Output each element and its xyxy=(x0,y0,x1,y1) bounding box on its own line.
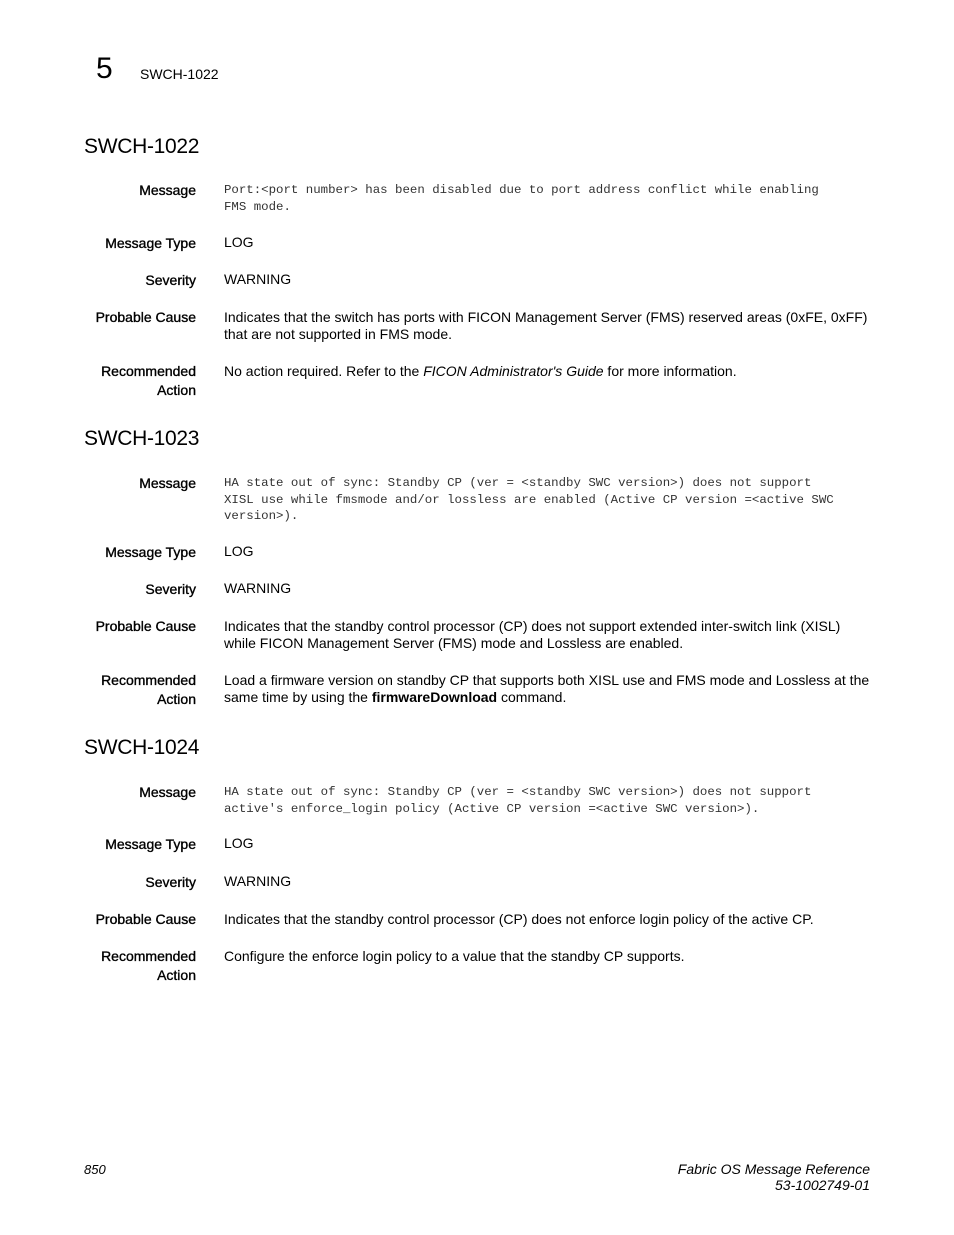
document-info xyxy=(678,1161,870,1193)
recommended-label-line2: Action xyxy=(157,691,196,707)
message-type-value: LOG xyxy=(224,835,254,851)
page-number: 850 xyxy=(84,1162,106,1177)
recommended-action-label xyxy=(40,362,196,400)
action-text: No action required. Refer to the xyxy=(224,363,424,379)
recommended-label-line1: Recommended xyxy=(101,672,196,688)
severity-value: WARNING xyxy=(224,271,292,287)
severity-label: Severity xyxy=(145,874,196,890)
message-type-value: LOG xyxy=(224,543,254,559)
action-text: for more information. xyxy=(603,363,737,379)
recommended-action-label xyxy=(40,947,196,985)
recommended-action-text xyxy=(224,672,874,706)
message-label: Message xyxy=(139,784,196,800)
probable-cause-text: Indicates that the standby control processor (CP) does not enforce login policy of the active CP. xyxy=(224,911,814,927)
message-text: HA state out of sync: Standby CP (ver = <standby SWC version>) does not support active's enforce_login policy (Active CP version =<active SWC version>). xyxy=(224,785,812,816)
recommended-action-text xyxy=(224,363,874,380)
recommended-action-label xyxy=(40,671,196,709)
message-text: Port:<port number> has been disabled due to port address conflict while enabling FMS mode. xyxy=(224,183,819,214)
recommended-label-line2: Action xyxy=(157,382,196,398)
probable-cause-label: Probable Cause xyxy=(95,911,196,927)
message-type-label: Message Type xyxy=(105,836,196,852)
recommended-label-line1: Recommended xyxy=(101,363,196,379)
probable-cause-label: Probable Cause xyxy=(95,309,196,325)
message-label: Message xyxy=(139,475,196,491)
action-text: Load a firmware version on standby CP that supports both XISL use and FMS mode and Lossless at the same time by using the xyxy=(224,672,870,705)
entry-title: SWCH-1022 xyxy=(84,135,200,158)
command-name: firmwareDownload xyxy=(371,689,498,705)
entry-title: SWCH-1023 xyxy=(84,427,200,450)
severity-value: WARNING xyxy=(224,873,292,889)
recommended-action-text: Configure the enforce login policy to a value that the standby CP supports. xyxy=(224,948,685,964)
entry-title: SWCH-1024 xyxy=(84,736,200,759)
recommended-label-line1: Recommended xyxy=(101,948,196,964)
message-label: Message xyxy=(139,182,196,198)
message-type-label: Message Type xyxy=(105,235,196,251)
recommended-label-line2: Action xyxy=(157,967,196,983)
running-head: SWCH-1022 xyxy=(140,66,219,82)
probable-cause-text: Indicates that the switch has ports with FICON Management Server (FMS) reserved areas (0xFE, 0xFF) that are not supported in FMS mode. xyxy=(224,309,868,342)
severity-label: Severity xyxy=(145,272,196,288)
probable-cause-label: Probable Cause xyxy=(95,618,196,634)
chapter-number: 5 xyxy=(96,52,113,85)
severity-value: WARNING xyxy=(224,580,292,596)
severity-label: Severity xyxy=(145,581,196,597)
probable-cause-text: Indicates that the standby control processor (CP) does not support extended inter-switch link (XISL) while FICON Management Server (FMS) mode and Lossless are enabled. xyxy=(224,618,841,651)
message-type-label: Message Type xyxy=(105,544,196,560)
document-number: 53-1002749-01 xyxy=(775,1177,870,1193)
action-text: command. xyxy=(497,689,567,705)
document-title: Fabric OS Message Reference xyxy=(677,1161,870,1177)
message-type-value: LOG xyxy=(224,234,254,250)
message-text: HA state out of sync: Standby CP (ver = <standby SWC version>) does not support XISL use while fmsmode and/or lossless are enabled (Active CP version =<active SWC version>). xyxy=(224,476,834,523)
guide-title: FICON Administrator's Guide xyxy=(423,363,604,379)
